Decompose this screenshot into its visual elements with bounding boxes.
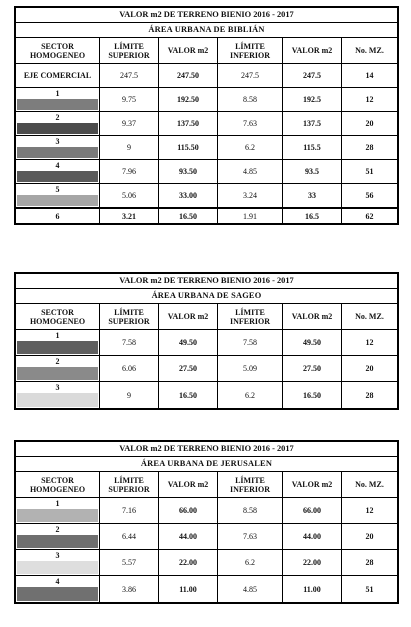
- sector-cell: [16, 184, 100, 208]
- limite-inferior-cell: 6.2: [218, 136, 283, 160]
- table-jerusalen: [14, 440, 399, 604]
- header-no-mz: No. MZ.: [342, 304, 397, 330]
- sector-swatch: [17, 535, 98, 548]
- valor-m2-2-cell: 11.00: [283, 576, 342, 602]
- no-mz-cell: 12: [342, 330, 397, 356]
- sector-swatch: [17, 171, 98, 182]
- no-mz-cell: 20: [342, 112, 397, 136]
- sector-swatch: [17, 587, 98, 601]
- header-no-mz: No. MZ.: [342, 472, 397, 498]
- limite-superior-cell: 6.06: [100, 356, 159, 382]
- valor-m2-cell: 137.50: [159, 112, 218, 136]
- sector-label: 4: [55, 161, 60, 170]
- sector-cell: [16, 550, 100, 576]
- limite-inferior-cell: 3.24: [218, 184, 283, 208]
- limite-superior-cell: 3.21: [100, 209, 159, 223]
- valor-m2-2-cell: 66.00: [283, 498, 342, 524]
- limite-superior-cell: 9: [100, 136, 159, 160]
- header-limite-inferior: LÍMITE INFERIOR: [218, 38, 283, 64]
- limite-superior-cell: 9: [100, 382, 159, 408]
- sector-label: EJE COMERCIAL: [23, 70, 92, 80]
- no-mz-cell: 28: [342, 136, 397, 160]
- valor-m2-2-cell: 49.50: [283, 330, 342, 356]
- no-mz-cell: 28: [365, 390, 374, 400]
- sector-cell: [16, 356, 100, 382]
- table-grid: [16, 38, 397, 208]
- sector-cell: [16, 524, 100, 550]
- no-mz-cell: 20: [342, 356, 397, 382]
- table-biblian: [14, 6, 399, 225]
- header-valor-m2-2: VALOR m2: [283, 472, 342, 498]
- sector-label: 3: [55, 551, 60, 560]
- valor-m2-2-cell: 16.50: [283, 382, 342, 408]
- limite-superior-cell: 6.44: [100, 524, 159, 550]
- valor-m2-cell: 247.50: [159, 64, 218, 88]
- limite-inferior-cell: 6.2: [218, 550, 283, 576]
- limite-superior-cell: 5.57: [100, 550, 159, 576]
- sector-cell: [16, 136, 100, 160]
- valor-m2-cell: 11.00: [159, 576, 218, 602]
- valor-m2-cell: 93.50: [159, 160, 218, 184]
- sector-label: 5: [55, 185, 60, 194]
- sector-swatch: [17, 509, 98, 522]
- limite-superior-cell: 9.37: [100, 112, 159, 136]
- header-valor-m2: VALOR m2: [159, 38, 218, 64]
- limite-inferior-cell: 8.58: [218, 498, 283, 524]
- valor-m2-2-cell: 115.5: [283, 136, 342, 160]
- valor-m2-cell: 192.50: [159, 88, 218, 112]
- header-limite-inferior: LÍMITE INFERIOR: [218, 304, 283, 330]
- header-no-mz: No. MZ.: [342, 38, 397, 64]
- valor-m2-2-cell: 33: [283, 184, 342, 208]
- sector-label: 1: [55, 89, 60, 98]
- sector-swatch: [17, 123, 98, 134]
- sector-swatch: [17, 147, 98, 158]
- valor-m2-2-cell: 44.00: [283, 524, 342, 550]
- limite-inferior-cell: 5.09: [218, 356, 283, 382]
- header-valor-m2: VALOR m2: [159, 472, 218, 498]
- table-title: VALOR m2 DE TERRENO BIENIO 2016 - 2017: [16, 8, 397, 23]
- valor-m2-cell: 33.00: [159, 184, 218, 208]
- limite-inferior-cell: 247.5: [218, 64, 283, 88]
- no-mz-cell: 12: [342, 88, 397, 112]
- sector-swatch: [17, 341, 98, 354]
- valor-m2-2-cell: 16.5: [283, 209, 342, 223]
- no-mz-cell: 56: [342, 184, 397, 208]
- sector-label: 2: [55, 525, 60, 534]
- table-subtitle: ÁREA URBANA DE SAGEO: [16, 289, 397, 304]
- no-mz-cell: 51: [365, 584, 374, 594]
- header-limite-superior: LÍMITE SUPERIOR: [100, 304, 159, 330]
- table-title: VALOR m2 DE TERRENO BIENIO 2016 - 2017: [16, 274, 397, 289]
- table-grid-last: [16, 208, 397, 223]
- sector-cell: [16, 88, 100, 112]
- header-limite-inferior: LÍMITE INFERIOR: [218, 472, 283, 498]
- valor-m2-cell: 49.50: [159, 330, 218, 356]
- no-mz-cell: 14: [342, 64, 397, 88]
- header-sector: SECTOR HOMOGENEO: [16, 472, 100, 498]
- header-sector: SECTOR HOMOGENEO: [16, 304, 100, 330]
- valor-m2-cell: 16.50: [159, 209, 218, 223]
- header-limite-superior: LÍMITE SUPERIOR: [100, 472, 159, 498]
- limite-superior-cell: 247.5: [100, 64, 159, 88]
- limite-inferior-cell: 7.63: [218, 112, 283, 136]
- no-mz-cell: 28: [342, 550, 397, 576]
- limite-inferior-cell: 4.85: [218, 576, 283, 602]
- valor-m2-2-cell: 192.5: [283, 88, 342, 112]
- no-mz-cell: 20: [342, 524, 397, 550]
- limite-superior-cell: 9.75: [100, 88, 159, 112]
- limite-superior-cell: 3.86: [100, 576, 159, 602]
- header-sector: SECTOR HOMOGENEO: [16, 38, 100, 64]
- sector-swatch: [17, 367, 98, 380]
- sector-cell: [16, 64, 100, 88]
- valor-m2-2-cell: 247.5: [283, 64, 342, 88]
- table-subtitle: ÁREA URBANA DE BIBLIÁN: [16, 23, 397, 38]
- limite-inferior-cell: 4.85: [218, 160, 283, 184]
- limite-superior-cell: 5.06: [100, 184, 159, 208]
- valor-m2-cell: 66.00: [159, 498, 218, 524]
- sector-swatch: [17, 99, 98, 110]
- sector-label: 2: [55, 357, 60, 366]
- table-grid-last: [16, 382, 397, 408]
- sector-swatch: [17, 393, 98, 407]
- table-grid-last: [16, 576, 397, 602]
- valor-m2-2-cell: 27.50: [283, 356, 342, 382]
- sector-cell: [16, 382, 100, 408]
- sector-cell: [16, 112, 100, 136]
- sector-cell: [16, 498, 100, 524]
- table-sageo: [14, 272, 399, 410]
- sector-cell: [16, 160, 100, 184]
- sector-label: 4: [55, 577, 60, 586]
- limite-superior-cell: 7.16: [100, 498, 159, 524]
- table-subtitle: ÁREA URBANA DE JERUSALEN: [16, 457, 397, 472]
- sector-label: 1: [55, 499, 60, 508]
- limite-inferior-cell: 6.2: [218, 382, 283, 408]
- no-mz-cell: 51: [342, 160, 397, 184]
- table-grid: [16, 472, 397, 576]
- limite-superior-cell: 7.58: [100, 330, 159, 356]
- limite-inferior-cell: 7.58: [218, 330, 283, 356]
- sector-cell: [16, 330, 100, 356]
- limite-inferior-cell: 7.63: [218, 524, 283, 550]
- valor-m2-cell: 27.50: [159, 356, 218, 382]
- valor-m2-cell: 16.50: [159, 382, 218, 408]
- valor-m2-2-cell: 22.00: [283, 550, 342, 576]
- header-valor-m2: VALOR m2: [159, 304, 218, 330]
- valor-m2-cell: 115.50: [159, 136, 218, 160]
- no-mz-cell: 12: [342, 498, 397, 524]
- valor-m2-2-cell: 137.5: [283, 112, 342, 136]
- sector-swatch: [17, 561, 98, 574]
- table-title: VALOR m2 DE TERRENO BIENIO 2016 - 2017: [16, 442, 397, 457]
- sector-label: 3: [55, 383, 60, 392]
- sector-label: 1: [55, 331, 60, 340]
- header-valor-m2-2: VALOR m2: [283, 304, 342, 330]
- sector-swatch: [17, 195, 98, 206]
- valor-m2-2-cell: 93.5: [283, 160, 342, 184]
- sector-label: 2: [55, 113, 60, 122]
- limite-inferior-cell: 1.91: [218, 209, 283, 223]
- valor-m2-cell: 22.00: [159, 550, 218, 576]
- no-mz-cell: 62: [365, 211, 374, 221]
- table-grid: [16, 304, 397, 382]
- limite-superior-cell: 7.96: [100, 160, 159, 184]
- header-valor-m2-2: VALOR m2: [283, 38, 342, 64]
- sector-label: 3: [55, 137, 60, 146]
- valor-m2-cell: 44.00: [159, 524, 218, 550]
- sector-cell: [16, 576, 100, 602]
- header-limite-superior: LÍMITE SUPERIOR: [100, 38, 159, 64]
- sector-cell: 6: [16, 209, 100, 223]
- limite-inferior-cell: 8.58: [218, 88, 283, 112]
